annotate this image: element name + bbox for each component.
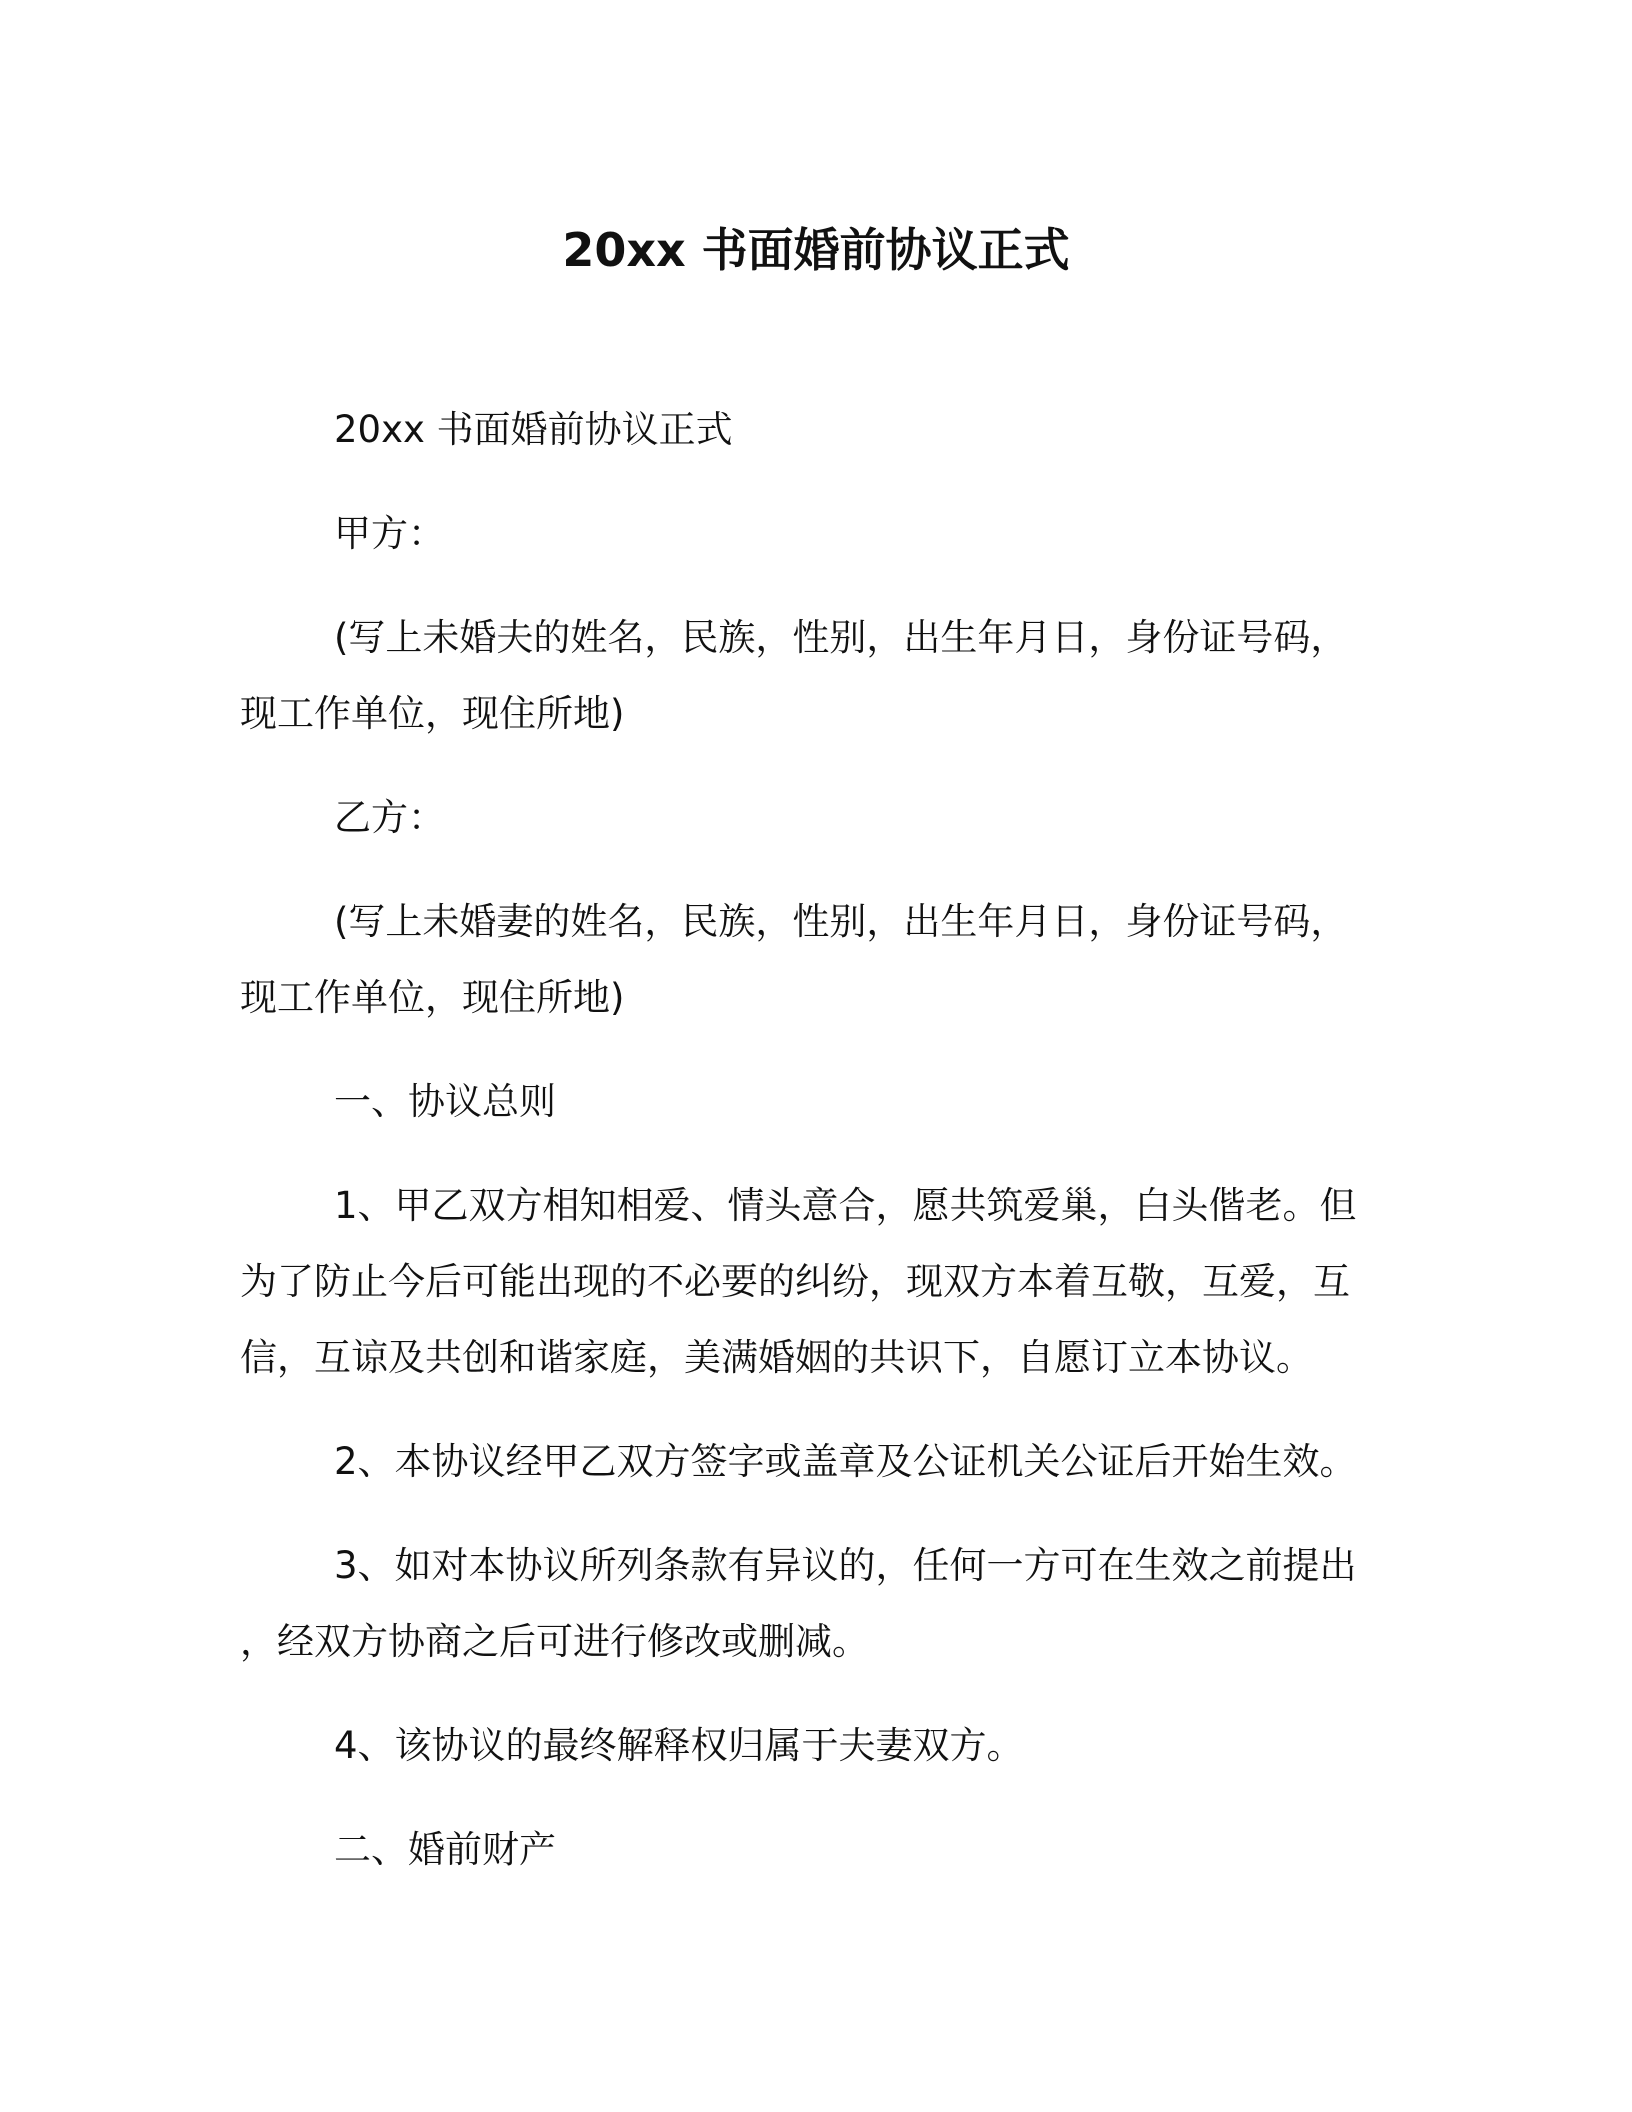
- clause-1: 1、甲乙双方相知相爱、情头意合，愿共筑爱巢，白头偕老。但为了防止今后可能出现的不必要的纠纷，现双方本着互敬，互爱，互信，互谅及共创和谐家庭，美满婚姻的共识下，自愿订立本协议。: [240, 1184, 1357, 1379]
- clause-4: 4、该协议的最终解释权归属于夫妻双方。: [334, 1724, 1024, 1767]
- document-title: 20xx 书面婚前协议正式: [562, 223, 1070, 277]
- section-heading-general-rules: 一、协议总则: [334, 1080, 556, 1123]
- paragraph-party-a-label: 甲方：: [334, 512, 445, 555]
- paragraph-party-a-details: (写上未婚夫的姓名，民族，性别，出生年月日，身份证号码，现工作单位，现住所地): [240, 616, 1348, 735]
- clause-2: 2、本协议经甲乙双方签字或盖章及公证机关公证后开始生效。: [334, 1440, 1357, 1483]
- clause-3: 3、如对本协议所列条款有异议的，任何一方可在生效之前提出，经双方协商之后可进行修改或删减。: [240, 1544, 1357, 1663]
- paragraph-party-b-details: (写上未婚妻的姓名，民族，性别，出生年月日，身份证号码，现工作单位，现住所地): [240, 900, 1348, 1019]
- document-body: [240, 392, 1380, 1916]
- section-heading-premarital-property: 二、婚前财产: [334, 1828, 556, 1871]
- paragraph-subtitle: 20xx 书面婚前协议正式: [334, 408, 733, 451]
- paragraph-party-b-label: 乙方：: [334, 796, 445, 839]
